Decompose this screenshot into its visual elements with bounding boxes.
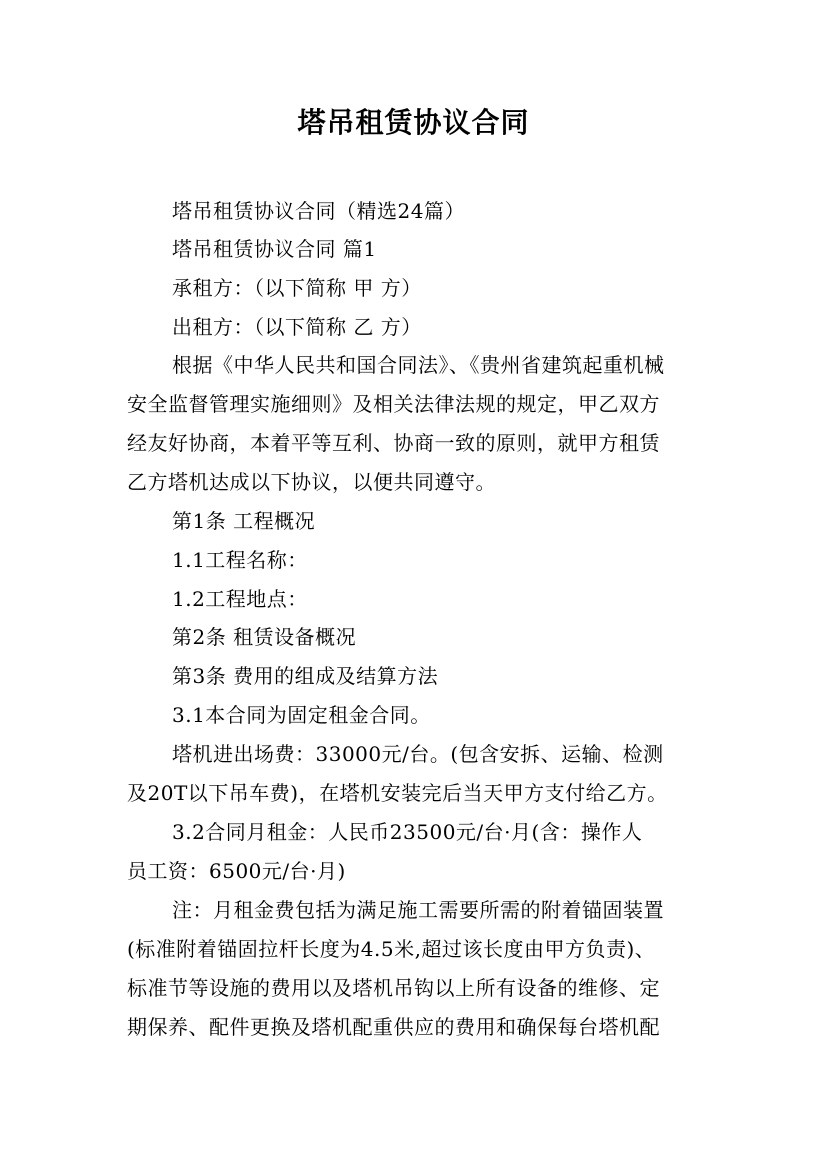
section-heading: 第3条 费用的组成及结算方法 <box>172 664 439 688</box>
paragraph-line: 塔机进出场费：33000元/台。(包含安拆、运输、检测 <box>172 742 664 766</box>
paragraph-line: 塔吊租赁协议合同（精选24篇） <box>172 199 465 223</box>
document-title: 塔吊租赁协议合同 <box>297 106 530 139</box>
paragraph-line: 员工资：6500元/台·月) <box>127 859 346 883</box>
paragraph-line: 经友好协商，本着平等互利、协商一致的原则，就甲方租赁 <box>127 431 660 455</box>
paragraph-line: 标准节等设施的费用以及塔机吊钩以上所有设备的维修、定 <box>127 976 660 1000</box>
paragraph-line: 安全监督管理实施细则》及相关法律法规的规定，甲乙双方 <box>127 392 660 416</box>
paragraph-line: 出租方：（以下简称 乙 方） <box>172 315 422 339</box>
paragraph-line: 注：月租金费包括为满足施工需要所需的附着锚固装置 <box>172 898 664 922</box>
paragraph-line: 根据《中华人民共和国合同法》、《贵州省建筑起重机械 <box>172 353 665 377</box>
paragraph-line: 塔吊租赁协议合同 篇1 <box>172 237 377 261</box>
paragraph-line: 乙方塔机达成以下协议，以便共同遵守。 <box>127 470 496 494</box>
paragraph-line: 1.2工程地点： <box>172 587 308 611</box>
section-heading: 第2条 租赁设备概况 <box>172 625 357 649</box>
paragraph-line: 承租方：（以下简称 甲 方） <box>172 276 422 300</box>
paragraph-line: 期保养、配件更换及塔机配重供应的费用和确保每台塔机配 <box>127 1015 660 1039</box>
paragraph-line: 及20T以下吊车费)，在塔机安装完后当天甲方支付给乙方。 <box>127 781 668 805</box>
section-heading: 第1条 工程概况 <box>172 509 316 533</box>
paragraph-line: (标准附着锚固拉杆长度为4.5米,超过该长度由甲方负责)、 <box>127 937 656 961</box>
paragraph-line: 1.1工程名称： <box>172 548 308 572</box>
paragraph-line: 3.2合同月租金：人民币23500元/台·月(含：操作人 <box>172 820 643 844</box>
paragraph-line: 3.1本合同为固定租金合同。 <box>172 703 431 727</box>
